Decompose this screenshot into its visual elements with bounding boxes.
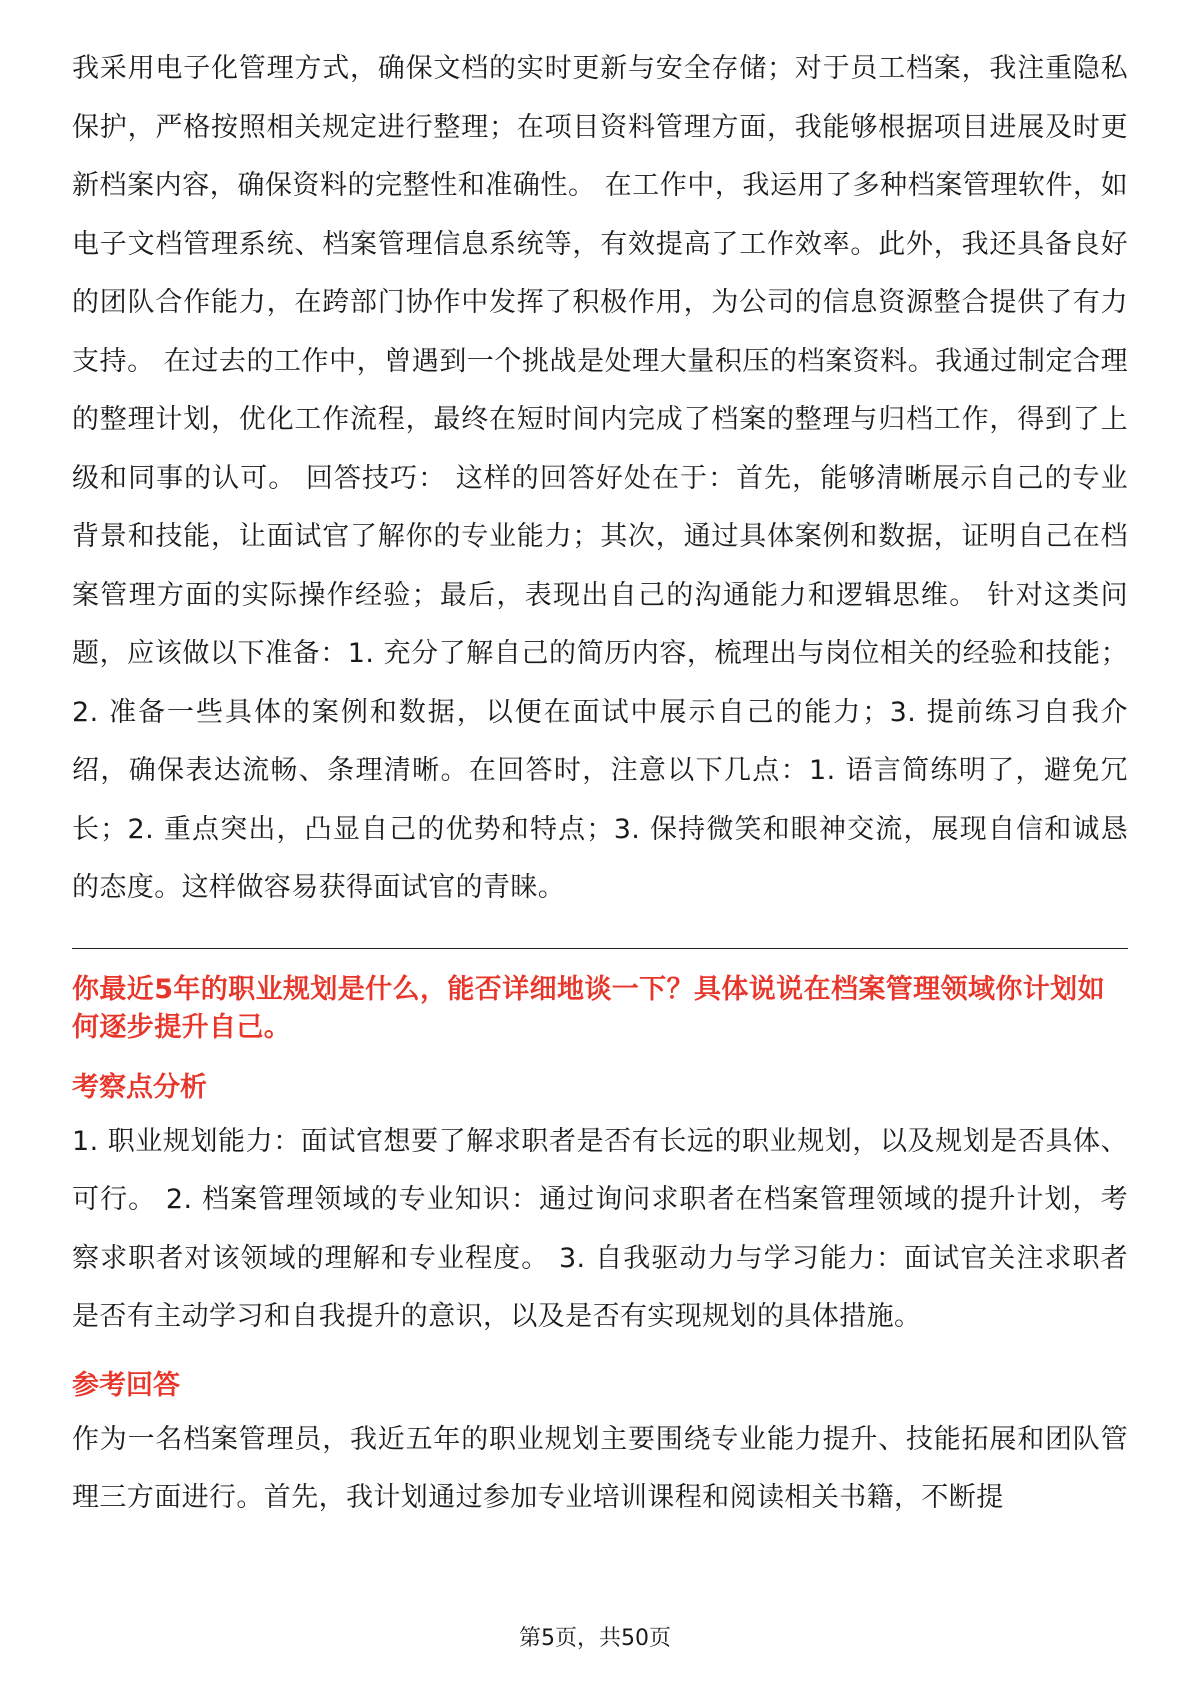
intro-paragraph: 我采用电子化管理方式，确保文档的实时更新与安全存储；对于员工档案，我注重隐私保护，严格按照相关规定进行整理；在项目资料管理方面，我能够根据项目进展及时更新档案内容，确保资料的完整性和准确性。 在工作中，我运用了多种档案管理软件，如电子文档管理系统、档案管理信息系统等，有效提高了工作效率。此外，我还具备良好的团队合作能力，在跨部门协作中发挥了积极作用，为公司的信息资源整合提供了有力支持。 在过去的工作中，曾遇到一个挑战是处理大量积压的档案资料。我通过制定合理的整理计划，优化工作流程，最终在短时间内完成了档案的整理与归档工作，得到了上级和同事的认可。 回答技巧： 这样的回答好处在于：首先，能够清晰展示自己的专业背景和技能，让面试官了解你的专业能力；其次，通过具体案例和数据，证明自己在档案管理方面的实际操作经验；最后，表现出自己的沟通能力和逻辑思维。 针对这类问题，应该做以下准备：1. 充分了解自己的简历内容，梳理出与岗位相关的经验和技能；2. 准备一些具体的案例和数据，以便在面试中展示自己的能力；3. 提前练习自我介绍，确保表达流畅、条理清晰。在回答时，注意以下几点：1. 语言简练明了，避免冗长；2. 重点突出，凸显自己的优势和特点；3. 保持微笑和眼神交流，展现自信和诚恳的态度。这样做容易获得面试官的青睐。 (72, 53, 1128, 903)
section-divider (72, 948, 1128, 949)
page-number: 第5页，共50页 (519, 1626, 671, 1651)
interview-question: 你最近5年的职业规划是什么，能否详细地谈一下？具体说说在档案管理领域你计划如何逐步提升自己。 (72, 973, 1105, 1043)
reference-heading: 参考回答 (72, 1369, 180, 1401)
document-page (72, 40, 1128, 1528)
reference-paragraph: 作为一名档案管理员，我近五年的职业规划主要围绕专业能力提升、技能拓展和团队管理三方面进行。首先，我计划通过参加专业培训课程和阅读相关书籍，不断提 (72, 1423, 1128, 1513)
analysis-paragraph: 1. 职业规划能力：面试官想要了解求职者是否有长远的职业规划，以及规划是否具体、可行。 2. 档案管理领域的专业知识：通过询问求职者在档案管理领域的提升计划，考察求职者对该领域的理解和专业程度。 3. 自我驱动力与学习能力：面试官关注求职者是否有主动学习和自我提升的意识，以及是否有实现规划的具体措施。 (72, 1125, 1128, 1332)
analysis-heading: 考察点分析 (72, 1071, 207, 1103)
